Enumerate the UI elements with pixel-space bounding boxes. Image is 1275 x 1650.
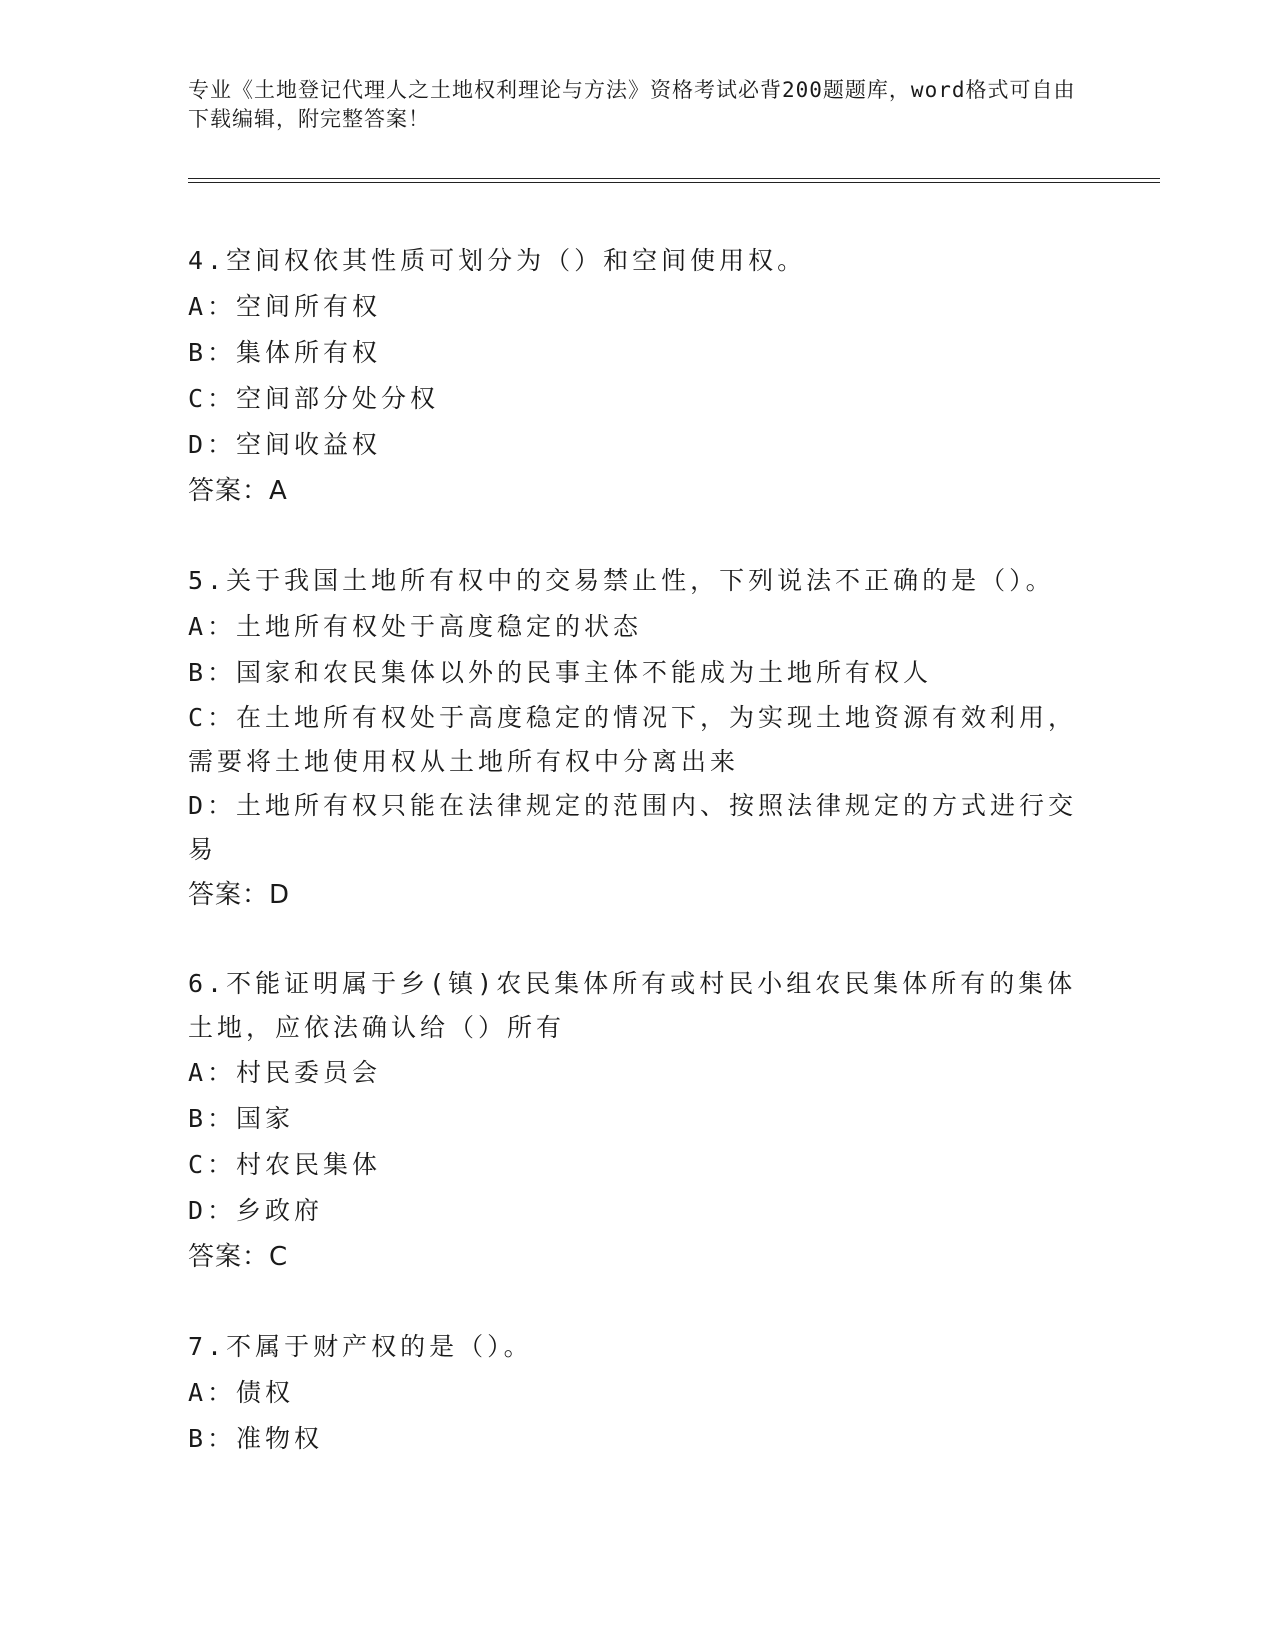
question-option: A：空间所有权 — [188, 292, 382, 321]
question-answer: 答案：A — [188, 476, 288, 506]
question-option: B：准物权 — [188, 1424, 324, 1453]
question-option: A：土地所有权处于高度稳定的状态 — [188, 612, 643, 641]
question-item — [188, 558, 1088, 918]
question-option: C：空间部分处分权 — [188, 384, 440, 413]
question-option: B：国家和农民集体以外的民事主体不能成为土地所有权人 — [188, 658, 933, 687]
question-answer: 答案：C — [188, 1242, 289, 1272]
question-stem: 5.关于我国土地所有权中的交易禁止性，下列说法不正确的是（）。 — [188, 566, 1055, 595]
question-stem: 7.不属于财产权的是（）。 — [188, 1332, 533, 1361]
question-item — [188, 238, 1088, 514]
question-option: B：国家 — [188, 1104, 295, 1133]
question-answer: 答案：D — [188, 880, 291, 910]
document-header: 专业《土地登记代理人之土地权利理论与方法》资格考试必背200题题库，word格式可自由下载编辑，附完整答案！ — [188, 78, 1076, 131]
question-option: D：乡政府 — [188, 1196, 324, 1225]
question-option: B：集体所有权 — [188, 338, 382, 367]
question-stem: 4.空间权依其性质可划分为（）和空间使用权。 — [188, 246, 807, 275]
question-option: C：在土地所有权处于高度稳定的情况下，为实现土地资源有效利用，需要将土地使用权从土地所有权中分离出来 — [188, 703, 1078, 776]
question-option: D：空间收益权 — [188, 430, 382, 459]
question-option: C：村农民集体 — [188, 1150, 382, 1179]
question-stem: 6.不能证明属于乡(镇)农民集体所有或村民小组农民集体所有的集体土地，应依法确认给（）所有 — [188, 969, 1077, 1042]
question-list — [188, 238, 1088, 1506]
question-option: A：债权 — [188, 1378, 295, 1407]
question-item — [188, 962, 1088, 1280]
header-divider — [188, 178, 1160, 183]
question-option: A：村民委员会 — [188, 1058, 382, 1087]
question-item — [188, 1324, 1088, 1462]
question-option: D：土地所有权只能在法律规定的范围内、按照法律规定的方式进行交易 — [188, 791, 1078, 864]
